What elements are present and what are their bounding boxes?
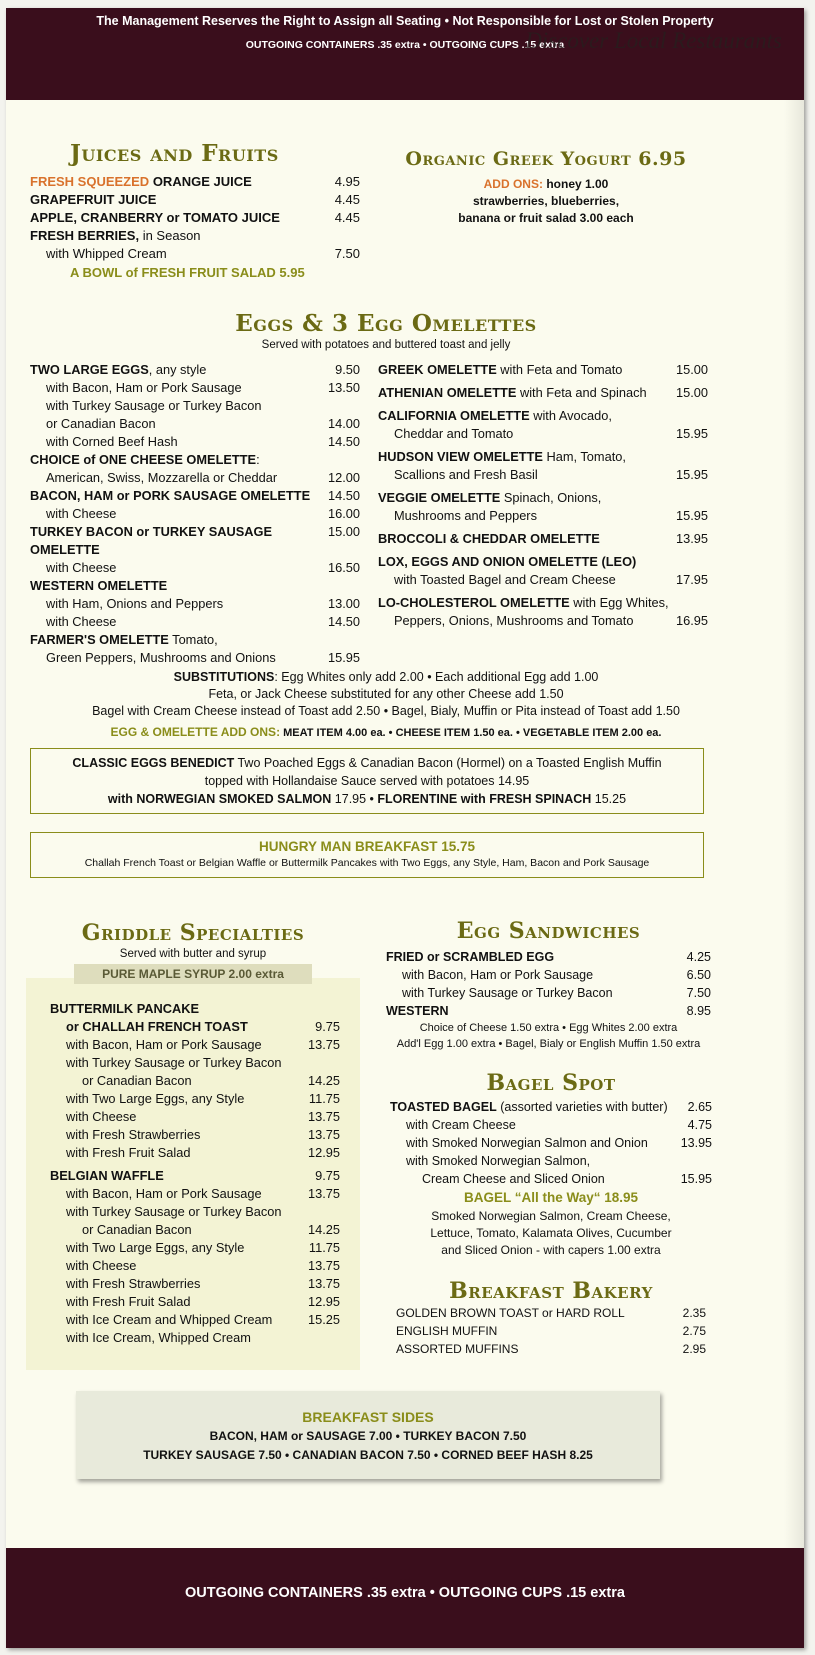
menu-item: [378, 361, 708, 379]
menu-item: [30, 415, 360, 433]
item-desc: with Smoked Norwegian Salmon and Onion: [406, 1136, 648, 1150]
eggs-title: Eggs & 3 Egg Omelettes: [235, 310, 537, 337]
item-desc: with Corned Beef Hash: [46, 434, 178, 449]
item-name: with Ice Cream, Whipped Cream: [66, 1330, 251, 1345]
item-desc: Peppers, Onions, Mushrooms and Tomato: [394, 613, 634, 628]
eggs-right-column: [378, 361, 708, 630]
item-name: TURKEY BACON or TURKEY SAUSAGE OMELETTE: [30, 524, 272, 557]
item-desc: Tomato,: [168, 632, 218, 647]
item-price: 11.75: [308, 1240, 340, 1255]
sandwich-list: [386, 948, 711, 1020]
header-containers: OUTGOING CONTAINERS .35 extra • OUTGOING CUPS .15 extra: [245, 39, 565, 51]
item-desc: with Cheese: [46, 506, 117, 521]
item-price: 14.00: [327, 416, 360, 431]
menu-item: [30, 397, 360, 415]
sandwiches-title: Egg Sandwiches: [456, 918, 641, 944]
item-desc: with Smoked Norwegian Salmon,: [406, 1154, 591, 1168]
item-price: 11.75: [308, 1091, 340, 1106]
item-price: 2.35: [682, 1306, 706, 1320]
item-price: 15.00: [327, 524, 360, 539]
menu-item: [50, 1018, 340, 1036]
menu-item: [30, 559, 360, 577]
item-name: WESTERN OMELETTE: [30, 578, 168, 593]
item-desc: with Feta and Spinach: [516, 385, 647, 400]
menu-item: [378, 612, 708, 630]
item-price: 12.95: [307, 1145, 340, 1160]
menu-item: [378, 407, 708, 425]
menu-item: [50, 1221, 340, 1239]
item-price: 13.75: [307, 1109, 340, 1124]
item-price: 15.95: [675, 508, 708, 523]
menu-item: [50, 1329, 340, 1347]
menu-item: [386, 984, 711, 1002]
menu-item: [50, 1239, 340, 1257]
menu-page: [6, 8, 804, 1648]
menu-item: [50, 1108, 340, 1126]
menu-item: [30, 487, 360, 505]
menu-item: [386, 948, 711, 966]
eggs-left-column: [30, 361, 360, 667]
juices-title: Juices and Fruits: [70, 140, 279, 167]
item-price: 2.65: [687, 1100, 712, 1114]
menu-item: [30, 631, 360, 649]
menu-item: [50, 1311, 340, 1329]
menu-item: [50, 1257, 340, 1275]
item-name: BELGIAN WAFFLE: [50, 1168, 164, 1183]
item-name: with Fresh Fruit Salad: [66, 1294, 191, 1309]
item-name: with Cheese: [66, 1109, 137, 1124]
menu-item: [390, 1152, 712, 1170]
item-desc: with Feta and Tomato: [496, 362, 623, 377]
item-price: 9.75: [315, 1019, 340, 1034]
item-desc: Green Peppers, Mushrooms and Onions: [46, 650, 276, 665]
item-name: BACON, HAM or PORK SAUSAGE OMELETTE: [30, 488, 311, 503]
item-price: 7.50: [686, 986, 711, 1000]
item-price: 13.95: [680, 1136, 712, 1150]
item-price: 13.75: [307, 1127, 340, 1142]
item-name: with Turkey Sausage or Turkey Bacon: [66, 1204, 282, 1219]
item-desc: with Cream Cheese: [406, 1118, 516, 1132]
item-name: with Turkey Sausage or Turkey Bacon: [66, 1055, 282, 1070]
item-desc: (assorted varieties with butter): [496, 1100, 668, 1114]
menu-item: [30, 613, 360, 631]
menu-item: with Whipped Cream 7.50: [46, 246, 360, 261]
menu-item: [378, 384, 708, 402]
item-desc: with Cheese: [46, 614, 117, 629]
menu-item: FRESH BERRIES, in Season: [30, 228, 201, 243]
item-price: 4.75: [687, 1118, 712, 1132]
bagel-section: Bagel Spot TOASTED BAGEL (assorted varieties with butter) 2.65 with Cream Cheese 4.75 with Smoked Norwegian Salmon and Onion 13.95 with Smoked Norwegian Salmon, Cream Cheese and Sliced Onion 15.95 BAGEL “All the Way“ 18.95 Smoked Norwegian Salmon, Cream Cheese, Lettuce, Tomato, Kalamata Olives, Cucumber and Sliced Onion - with capers 1.00 extra: [390, 1070, 712, 1257]
menu-item: [378, 466, 708, 484]
item-name: with Fresh Strawberries: [66, 1276, 201, 1291]
menu-item: [390, 1134, 712, 1152]
item-name: ASSORTED MUFFINS: [396, 1342, 519, 1356]
item-price: 6.50: [686, 968, 711, 982]
item-price: 16.95: [675, 613, 708, 628]
item-price: 14.25: [307, 1073, 340, 1088]
item-name: FARMER'S OMELETTE: [30, 632, 169, 647]
menu-item: [30, 649, 360, 667]
footer-containers: OUTGOING CONTAINERS .35 extra • OUTGOING CUPS .15 extra: [185, 1585, 625, 1601]
griddle-header: Griddle Specialties Served with butter and syrup PURE MAPLE SYRUP 2.00 extra: [26, 920, 360, 984]
item-price: 12.00: [327, 470, 360, 485]
maple-syrup-note: PURE MAPLE SYRUP 2.00 extra: [74, 964, 312, 984]
item-desc: with Egg Whites,: [569, 595, 669, 610]
menu-item: [396, 1322, 706, 1340]
item-name: with Two Large Eggs, any Style: [66, 1091, 245, 1106]
menu-item: [30, 469, 360, 487]
yogurt-title: Organic Greek Yogurt 6.95: [405, 148, 687, 170]
menu-item: [30, 523, 360, 559]
menu-item: [30, 451, 360, 469]
item-price: 13.50: [327, 380, 360, 395]
item-desc: , any style: [148, 362, 207, 377]
menu-item: [390, 1098, 712, 1116]
item-name: with Fresh Fruit Salad: [66, 1145, 191, 1160]
item-price: 13.00: [327, 596, 360, 611]
menu-item: [50, 1275, 340, 1293]
menu-item: [50, 1000, 340, 1018]
eggs-subtitle: Served with potatoes and buttered toast and jelly: [261, 339, 511, 351]
item-desc: with Avocado,: [529, 408, 612, 423]
menu-item: [30, 433, 360, 451]
item-price: 14.50: [327, 614, 360, 629]
menu-item: [50, 1203, 340, 1221]
bakery-list: [396, 1304, 706, 1358]
eggs-benedict-box: CLASSIC EGGS BENEDICT Two Poached Eggs & Canadian Bacon (Hormel) on a Toasted English Muffin topped with Hollandaise Sauce served with potatoes 14.95 with NORWEGIAN SMOKED SALMON 17.95 • FLORENTINE with FRESH SPINACH 15.25: [30, 748, 704, 814]
hungry-man-box: HUNGRY MAN BREAKFAST 15.75 Challah French Toast or Belgian Waffle or Buttermilk Pancakes with Two Eggs, any Style, Ham, Bacon and Pork Sausage: [30, 832, 704, 878]
item-name: or CHALLAH FRENCH TOAST: [66, 1019, 248, 1034]
item-desc: Ham, Tomato,: [542, 449, 626, 464]
item-name: BROCCOLI & CHEDDAR OMELETTE: [378, 531, 600, 546]
menu-item: GRAPEFRUIT JUICE 4.45: [30, 192, 360, 207]
menu-item: [50, 1185, 340, 1203]
item-name: ENGLISH MUFFIN: [396, 1324, 498, 1338]
item-price: 15.95: [675, 426, 708, 441]
menu-item: [50, 1036, 340, 1054]
item-name: with Bacon, Ham or Pork Sausage: [402, 968, 594, 982]
menu-item: [386, 1002, 711, 1020]
item-price: 4.25: [686, 950, 711, 964]
menu-item: [378, 530, 708, 548]
footer-band: [6, 1548, 804, 1648]
menu-item: [50, 1054, 340, 1072]
menu-item: [378, 489, 708, 507]
item-price: 2.95: [682, 1342, 706, 1356]
item-name: LO-CHOLESTEROL OMELETTE: [378, 595, 570, 610]
item-desc: Spinach, Onions,: [500, 490, 602, 505]
item-desc: with Cheese: [46, 560, 117, 575]
item-price: 8.95: [686, 1004, 711, 1018]
item-desc: or Canadian Bacon: [46, 416, 156, 431]
menu-item: [50, 1144, 340, 1162]
item-name: BUTTERMILK PANCAKE: [50, 1001, 200, 1016]
item-price: 13.75: [307, 1276, 340, 1291]
item-price: 13.75: [307, 1258, 340, 1273]
menu-item: [50, 1293, 340, 1311]
item-name: HUDSON VIEW OMELETTE: [378, 449, 543, 464]
menu-item: [378, 594, 708, 612]
page-edge: [784, 100, 804, 1548]
menu-item: [50, 1167, 340, 1185]
item-name: with Turkey Sausage or Turkey Bacon: [402, 986, 613, 1000]
menu-item: [390, 1116, 712, 1134]
juices-section: [30, 140, 360, 283]
item-name: with Bacon, Ham or Pork Sausage: [66, 1186, 262, 1201]
item-price: 17.95: [675, 572, 708, 587]
header-band: [6, 8, 804, 100]
eggs-header: [6, 310, 766, 351]
bagel-list: [390, 1098, 712, 1188]
menu-item: [396, 1340, 706, 1358]
menu-item: [378, 448, 708, 466]
item-name: with Cheese: [66, 1258, 137, 1273]
breakfast-sides-box: BREAKFAST SIDES BACON, HAM or SAUSAGE 7.00 • TURKEY BACON 7.50 TURKEY SAUSAGE 7.50 • CANADIAN BACON 7.50 • CORNED BEEF HASH 8.25: [76, 1391, 660, 1479]
item-price: 12.95: [307, 1294, 340, 1309]
item-name: with Bacon, Ham or Pork Sausage: [66, 1037, 262, 1052]
item-price: 9.75: [315, 1168, 340, 1183]
menu-item: [50, 1072, 340, 1090]
item-name: TOASTED BAGEL: [390, 1100, 497, 1114]
item-name: or Canadian Bacon: [82, 1222, 192, 1237]
item-price: 16.50: [327, 560, 360, 575]
item-price: 14.25: [307, 1222, 340, 1237]
item-price: 15.00: [675, 362, 708, 377]
menu-item: [390, 1170, 712, 1188]
menu-item: [378, 507, 708, 525]
menu-item: FRESH SQUEEZED ORANGE JUICE 4.95: [30, 174, 360, 189]
bakery-section: [396, 1278, 706, 1358]
item-desc: :: [256, 452, 260, 467]
item-name: with Ice Cream and Whipped Cream: [66, 1312, 273, 1327]
watermark: Discover Local Restaurants: [525, 28, 782, 53]
menu-item: [30, 361, 360, 379]
sandwiches-section: Egg Sandwiches FRIED or SCRAMBLED EGG 4.25 with Bacon, Ham or Pork Sausage 6.50 with Turkey Sausage or Turkey Bacon 7.50 WESTERN 8.95 Choice of Cheese 1.50 extra • Egg Whites 2.00 extra Add'l Egg 1.00 extra • Bagel, Bialy or English Muffin 1.50 extra: [386, 918, 711, 1050]
bagel-all-the-way: BAGEL “All the Way“ 18.95: [463, 1190, 639, 1205]
menu-item: [378, 425, 708, 443]
item-price: 14.50: [327, 488, 360, 503]
item-price: 15.25: [307, 1312, 340, 1327]
griddle-pancake-list: [50, 1000, 340, 1162]
item-price: 13.75: [307, 1186, 340, 1201]
item-desc: with Toasted Bagel and Cream Cheese: [394, 572, 616, 587]
item-price: 9.50: [335, 362, 360, 377]
menu-item: APPLE, CRANBERRY or TOMATO JUICE 4.45: [30, 210, 360, 225]
substitutions: SUBSTITUTIONS: Egg Whites only add 2.00 • Each additional Egg add 1.00 Feta, or Jack Cheese substituted for any other Cheese add 1.50 Bagel with Cream Cheese instead of Toast add 2.50 • Bagel, Bialy, Muffin or Pita instead of Toast add 1.50 EGG & OMELETTE ADD ONS: MEAT ITEM 4.00 ea. • CHEESE ITEM 1.50 ea. • VEGETABLE ITEM 2.00 ea.: [92, 670, 680, 739]
item-name: LOX, EGGS AND ONION OMELETTE (LEO): [378, 554, 637, 569]
item-desc: Cream Cheese and Sliced Onion: [422, 1172, 605, 1186]
item-price: 15.00: [675, 385, 708, 400]
header-notice: The Management Reserves the Right to Assign all Seating • Not Responsible for Lost or Stolen Property: [96, 14, 714, 28]
menu-item: [30, 577, 360, 595]
item-name: or Canadian Bacon: [82, 1073, 192, 1088]
sides-title: BREAKFAST SIDES: [302, 1409, 434, 1425]
item-price: 16.00: [327, 506, 360, 521]
item-name: FRIED or SCRAMBLED EGG: [386, 950, 555, 964]
item-desc: American, Swiss, Mozzarella or Cheddar: [46, 470, 278, 485]
item-desc: with Ham, Onions and Peppers: [46, 596, 224, 611]
item-name: CHOICE of ONE CHEESE OMELETTE: [30, 452, 257, 467]
item-price: 15.95: [680, 1172, 712, 1186]
item-name: with Two Large Eggs, any Style: [66, 1240, 245, 1255]
item-price: 13.75: [307, 1037, 340, 1052]
hungry-man-title: HUNGRY MAN BREAKFAST 15.75: [258, 839, 476, 854]
menu-item: [386, 966, 711, 984]
item-desc: Scallions and Fresh Basil: [394, 467, 538, 482]
item-name: VEGGIE OMELETTE: [378, 490, 501, 505]
bakery-title: Breakfast Bakery: [449, 1278, 653, 1304]
menu-item: [30, 595, 360, 613]
item-name: WESTERN: [386, 1004, 449, 1018]
item-desc: Cheddar and Tomato: [394, 426, 514, 441]
item-name: ATHENIAN OMELETTE: [378, 385, 517, 400]
item-name: GOLDEN BROWN TOAST or HARD ROLL: [396, 1306, 625, 1320]
griddle-title: Griddle Specialties: [81, 920, 305, 946]
bagel-title: Bagel Spot: [486, 1070, 616, 1096]
menu-item: [30, 505, 360, 523]
item-price: 2.75: [682, 1324, 706, 1338]
menu-item: [396, 1304, 706, 1322]
item-desc: Mushrooms and Peppers: [394, 508, 537, 523]
item-price: 15.95: [327, 650, 360, 665]
item-name: TWO LARGE EGGS: [30, 362, 149, 377]
griddle-waffle-list: [50, 1167, 340, 1347]
fruit-salad-bowl: A BOWL of FRESH FRUIT SALAD 5.95: [70, 265, 305, 280]
menu-item: [50, 1090, 340, 1108]
item-name: CALIFORNIA OMELETTE: [378, 408, 530, 423]
item-price: 14.50: [327, 434, 360, 449]
menu-item: [378, 571, 708, 589]
menu-item: [30, 379, 360, 397]
item-price: 13.95: [675, 531, 708, 546]
item-name: GREEK OMELETTE: [378, 362, 497, 377]
item-name: with Fresh Strawberries: [66, 1127, 201, 1142]
item-desc: with Bacon, Ham or Pork Sausage: [46, 380, 242, 395]
yogurt-section: Organic Greek Yogurt 6.95 ADD ONS: honey 1.00 strawberries, blueberries, banana or fruit salad 3.00 each: [386, 148, 706, 227]
menu-item: [50, 1126, 340, 1144]
item-desc: with Turkey Sausage or Turkey Bacon: [46, 398, 262, 413]
menu-item: [378, 553, 708, 571]
item-price: 15.95: [675, 467, 708, 482]
